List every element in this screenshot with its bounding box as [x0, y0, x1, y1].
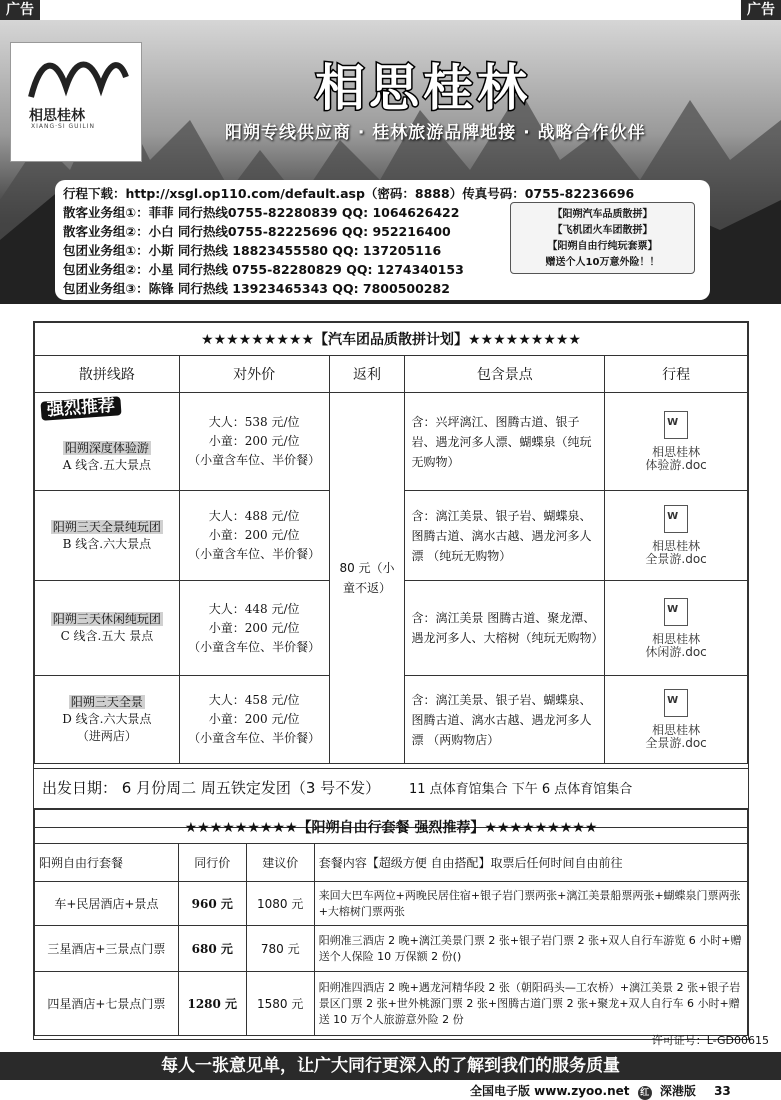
col-scenic: 包含景点	[405, 356, 605, 393]
ad-tag-left: 广告	[0, 0, 40, 20]
site-url[interactable]: 全国电子版 www.zyoo.net	[470, 1084, 630, 1098]
logo-subtext: XIANG·SI GUILIN	[31, 123, 95, 130]
doc-name: 相思桂林	[652, 723, 701, 737]
logo	[10, 42, 142, 162]
col-content: 套餐内容【超级方便 自由搭配】取票后任何时间自由前往	[314, 844, 747, 882]
package-content: 阳朔准三酒店 2 晚+漓江美景门票 2 张+银子岩门票 2 张+双人自行车游览 6 小时+赠送个人保险 10 万保额 2 份()	[314, 926, 747, 972]
group-tour-plan	[33, 321, 749, 828]
doc-file: 体验游.doc	[645, 458, 707, 472]
departure-info	[34, 768, 748, 807]
contact-line-download: 行程下载：http://xsgl.op110.com/default.asp（密码：8888）传真号码：0755-82236696	[63, 186, 635, 201]
child-price: 小童：200 元/位	[208, 434, 300, 448]
price-note: （小童含车位、半价餐）	[188, 639, 321, 654]
package-content: 阳朔准四酒店 2 晚+遇龙河精华段 2 张（朝阳码头—工农桥）+漓江美景 2 张+银子岩景区门票 2 张+世外桃源门票 2 张+图腾古道门票 2 张+聚龙+双人自行车 6 小时+赠送 10 万个人旅游意外险 2 份	[314, 972, 747, 1036]
itinerary-doc[interactable]	[605, 491, 748, 581]
col-suggest-price: 建议价	[246, 844, 314, 882]
price-cell	[179, 581, 329, 676]
contact-line: 包团业务组②：小星 同行热线 0755-82280829 QQ: 1274340153	[63, 262, 464, 277]
package-content: 来回大巴车两位+两晚民居住宿+银子岩门票两张+漓江美景船票两张+蝴蝶泉门票两张+大榕树门票两张	[314, 882, 747, 926]
col-route: 散拼线路	[35, 356, 180, 393]
suggest-price: 780 元	[246, 926, 314, 972]
price-note: （小童含车位、半价餐）	[188, 547, 321, 561]
promo-line: 赠送个人10万意外险！！	[545, 257, 660, 268]
license-number: 许可证号：L-GD00615	[651, 1034, 769, 1047]
route-cell	[35, 491, 180, 581]
slogan: 阳朔专线供应商 · 桂林旅游品牌地接 · 战略合作伙伴	[225, 123, 646, 143]
brand-title: 相思桂林	[315, 59, 531, 117]
scenic-cell: 含：漓江美景、银子岩、蝴蝶泉、图腾古道、漓水古越、遇龙河多人漂 （纯玩无购物）	[405, 491, 605, 581]
red-circle-icon: 红	[638, 1086, 652, 1100]
itinerary-doc[interactable]	[605, 676, 748, 764]
contact-line: 散客业务组②：小白 同行热线0755-82225696 QQ: 952216400	[63, 224, 451, 239]
promo-line: 【阳朔自由行纯玩套票】	[547, 241, 658, 252]
peer-price: 1280 元	[178, 972, 246, 1036]
child-price: 小童：200 元/位	[208, 528, 300, 542]
peer-price: 960 元	[178, 882, 246, 926]
price-cell	[179, 491, 329, 581]
promo-line: 【飞机团火车团散拼】	[552, 225, 653, 236]
col-peer-price: 同行价	[178, 844, 246, 882]
peer-price: 680 元	[178, 926, 246, 972]
child-price: 小童：200 元/位	[208, 620, 300, 635]
route-line: A 线含.五大景点	[62, 457, 152, 472]
contact-line: 包团业务组①：小斯 同行热线 18823455580 QQ: 137205116	[63, 243, 442, 258]
plan-table	[34, 322, 748, 764]
doc-name: 相思桂林	[652, 445, 701, 459]
scenic-cell: 含：兴坪漓江、图腾古道、银子岩、遇龙河多人漂、蝴蝶泉（纯玩无购物）	[405, 393, 605, 491]
table-row	[35, 882, 748, 926]
child-price: 小童：200 元/位	[208, 712, 300, 726]
table-row	[35, 393, 748, 491]
route-cell	[35, 676, 180, 764]
banner	[0, 20, 781, 304]
route-extra: （进两店）	[76, 729, 137, 743]
doc-name: 相思桂林	[652, 631, 701, 646]
footer-banner: 每人一张意见单，让广大同行更深入的了解到我们的服务质量	[0, 1052, 781, 1080]
departure-date: 出发日期： 6 月份周二 周五铁定发团（3 号不发）	[42, 779, 381, 797]
route-name: 阳朔三天全景纯玩团	[52, 519, 161, 534]
suggest-price: 1080 元	[246, 882, 314, 926]
price-note: （小童含车位、半价餐）	[188, 453, 321, 467]
doc-file: 全景游.doc	[645, 552, 707, 566]
logo-wave-icon	[11, 47, 141, 107]
rebate-cell: 80 元（小童不返）	[329, 393, 405, 764]
route-cell	[35, 393, 180, 491]
adult-price: 大人：538 元/位	[208, 415, 300, 429]
word-doc-icon[interactable]	[664, 598, 688, 626]
scenic-cell: 含：漓江美景 图腾古道、聚龙潭、遇龙河多人、大榕树（纯玩无购物）	[405, 581, 605, 676]
promo-scroll	[510, 202, 695, 274]
page-number: 33	[714, 1084, 731, 1098]
itinerary-doc[interactable]	[605, 581, 748, 676]
route-name: 阳朔深度体验游	[64, 440, 149, 455]
doc-name: 相思桂林	[652, 539, 701, 553]
adult-price: 大人：488 元/位	[208, 509, 300, 523]
col-itinerary: 行程	[605, 356, 748, 393]
price-cell	[179, 676, 329, 764]
suggest-price: 1580 元	[246, 972, 314, 1036]
route-line: C 线含.五大 景点	[60, 629, 154, 643]
package-name: 四星酒店+七景点门票	[35, 972, 179, 1036]
route-name: 阳朔三天全景	[70, 695, 143, 709]
col-price: 对外价	[179, 356, 329, 393]
logo-text: 相思桂林	[29, 108, 85, 124]
package-name: 车+民居酒店+景点	[35, 882, 179, 926]
col-package: 阳朔自由行套餐	[35, 844, 179, 882]
col-rebate: 返利	[329, 356, 405, 393]
word-doc-icon[interactable]	[664, 689, 688, 717]
adult-price: 大人：448 元/位	[208, 601, 300, 616]
adult-price: 大人：458 元/位	[208, 693, 300, 707]
contact-line: 散客业务组①：菲菲 同行热线0755-82280839 QQ: 1064626422	[63, 205, 460, 220]
price-cell	[179, 393, 329, 491]
page-footer	[470, 1082, 731, 1100]
gather-info: 11 点体育馆集合 下午 6 点体育馆集合	[408, 782, 633, 797]
doc-file: 全景游.doc	[645, 736, 707, 750]
contact-line: 包团业务组③：陈锋 同行热线 13923465343 QQ: 7800500282	[63, 281, 450, 296]
recommend-badge: 强烈推荐	[40, 396, 121, 421]
free-header: ★★★★★★★★★【阳朔自由行套餐 强烈推荐】★★★★★★★★★	[35, 810, 748, 844]
price-note: （小童含车位、半价餐）	[188, 731, 321, 745]
route-line: D 线含.六大景点	[62, 712, 152, 726]
table-row	[35, 926, 748, 972]
promo-line: 【阳朔汽车品质散拼】	[552, 209, 653, 220]
doc-file: 休闲游.doc	[645, 644, 707, 659]
route-name: 阳朔三天休闲纯玩团	[52, 612, 161, 626]
scenic-cell: 含：漓江美景、银子岩、蝴蝶泉、图腾古道、漓水古越、遇龙河多人漂 （两购物店）	[405, 676, 605, 764]
plan-header: ★★★★★★★★★【汽车团品质散拼计划】★★★★★★★★★	[35, 323, 748, 356]
route-line: B 线含.六大景点	[62, 536, 152, 551]
ad-tag-right: 广告	[741, 0, 781, 20]
edition: 深港版	[659, 1084, 696, 1098]
package-name: 三星酒店+三景点门票	[35, 926, 179, 972]
contact-panel	[55, 180, 710, 300]
word-doc-icon[interactable]	[664, 411, 688, 439]
free-travel-section	[33, 808, 749, 1040]
route-cell	[35, 581, 180, 676]
word-doc-icon[interactable]	[664, 505, 688, 533]
itinerary-doc[interactable]	[605, 393, 748, 491]
table-row	[35, 972, 748, 1036]
free-travel-table	[34, 809, 748, 1036]
